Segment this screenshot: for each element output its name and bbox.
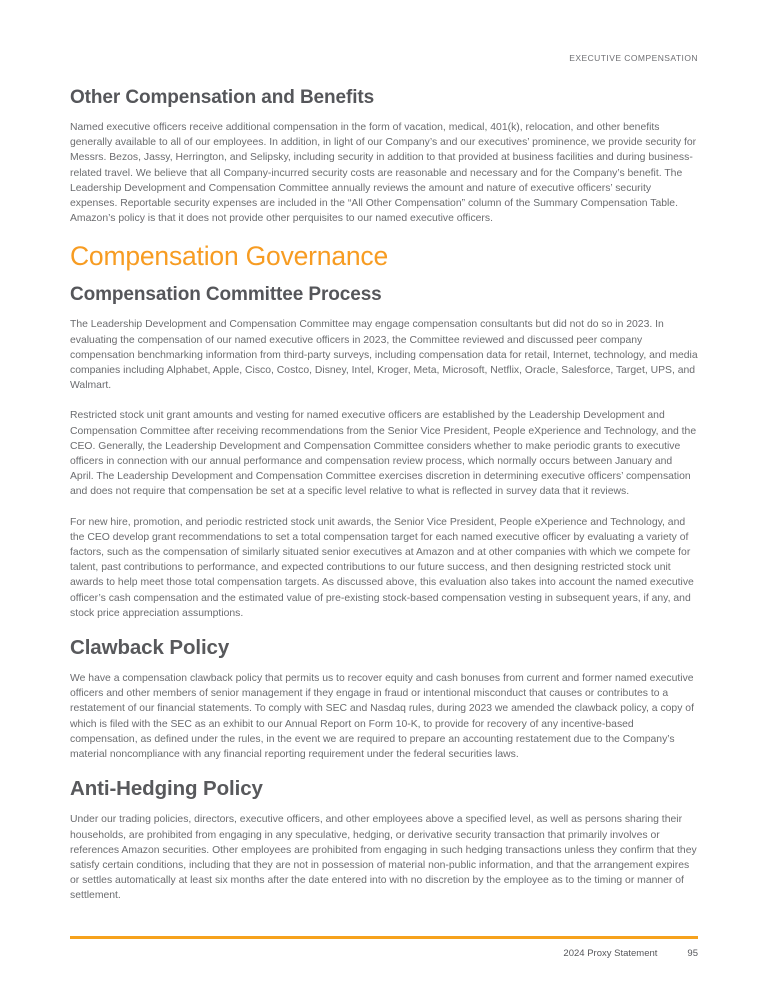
other-compensation-paragraph: Named executive officers receive additional compensation in the form of vacation, medical, 401(k), relocation, and other benefits generally available to all of our employees. In addition, in light of our Company’s and our executives’ prominence, we provide security for Messrs. Bezos, Jassy, Herrington, and Selipsky, including security in addition to that provided at business facilities and during business-related travel. We believe that all Company-incurred security costs are reasonable and necessary and for the Company’s benefit. The Leadership Development and Compensation Committee annually reviews the amount and nature of executive officers’ security expenses. Reportable security expenses are included in the “All Other Compensation” column of the Summary Compensation Table. Amazon’s policy is that it does not provide other perquisites to our named executive officers.	[70, 122, 697, 225]
page-footer	[563, 948, 698, 959]
page-content	[70, 87, 698, 919]
heading-other-compensation-and-benefits: Other Compensation and Benefits	[70, 87, 375, 108]
footer-document-label: 2024 Proxy Statement	[563, 948, 658, 959]
heading-compensation-governance: Compensation Governance	[70, 241, 389, 272]
anti-hedging-policy-paragraph: Under our trading policies, directors, executive officers, and other employees above a specified level, as well as persons sharing their households, are prohibited from engaging in any speculative, hedging, or derivative security transaction that primarily involves or references Amazon securities. Other employees are prohibited from engaging in such hedging transactions unless they confirm that they satisfy certain conditions, including that they are not in possession of material non-public information, and that the arrangement expires or settles automatically at least six months after the date entered into with no discretion by the employee as to the timing or manner of settlement.	[70, 814, 697, 902]
committee-process-paragraph-1: The Leadership Development and Compensation Committee may engage compensation consultants but did not do so in 2023. In evaluating the compensation of our named executive officers in 2023, the Committee reviewed and discussed peer company compensation benchmarking information from third-party surveys, including compensation data for retail, Internet, technology, and media companies including Alphabet, Apple, Cisco, Costco, Disney, Intel, Kroger, Meta, Microsoft, Netflix, Oracle, Salesforce, Target, UPS, and Walmart.	[70, 319, 698, 392]
heading-clawback-policy: Clawback Policy	[70, 636, 230, 660]
footer-rule	[70, 936, 698, 939]
footer-page-number: 95	[687, 948, 698, 959]
heading-compensation-committee-process: Compensation Committee Process	[70, 284, 382, 306]
clawback-policy-paragraph: We have a compensation clawback policy that permits us to recover equity and cash bonuses from current and former named executive officers and other members of senior management if they engage in fraud or intentional misconduct that causes or contributes to a restatement of our financial statements. To comply with SEC and Nasdaq rules, during 2023 we amended the clawback policy, a copy of which is filed with the SEC as an exhibit to our Annual Report on Form 10-K, to provide for recovery of any incentive-based compensation, as defined under the rules, in the event we are required to prepare an accounting restatement due to the Company’s material noncompliance with any financial reporting requirement under the federal securities laws.	[70, 673, 694, 761]
committee-process-paragraph-2: Restricted stock unit grant amounts and vesting for named executive officers are established by the Leadership Development and Compensation Committee after receiving recommendations from the Senior Vice President, People eXperience and Technology, and the CEO. Generally, the Leadership Development and Compensation Committee considers whether to make periodic grants to executive officers in connection with our annual performance and compensation review process, which normally occurs between January and April. The Leadership Development and Compensation Committee exercises discretion in determining executive officers’ compensation and does not require that compensation be set at a specific level relative to what is reflected in survey data that it reviews.	[70, 410, 697, 498]
committee-process-paragraph-3: For new hire, promotion, and periodic restricted stock unit awards, the Senior Vice President, People eXperience and Technology, and the CEO develop grant recommendations to set a total compensation target for each named executive officer by evaluating a variety of factors, such as the compensation of similarly situated senior executives at Amazon and at other companies with which we compete for talent, past contributions to performance, and expected contributions to our future success, and then designing restricted stock unit awards to help meet those total compensation targets. As discussed above, this evaluation also takes into account the named executive officer’s cash compensation and the estimated value of pre-existing stock-based compensation vesting in subsequent years, if any, and stock price appreciation assumptions.	[70, 516, 694, 619]
running-header-label: EXECUTIVE COMPENSATION	[569, 53, 698, 63]
heading-anti-hedging-policy: Anti-Hedging Policy	[70, 777, 263, 801]
